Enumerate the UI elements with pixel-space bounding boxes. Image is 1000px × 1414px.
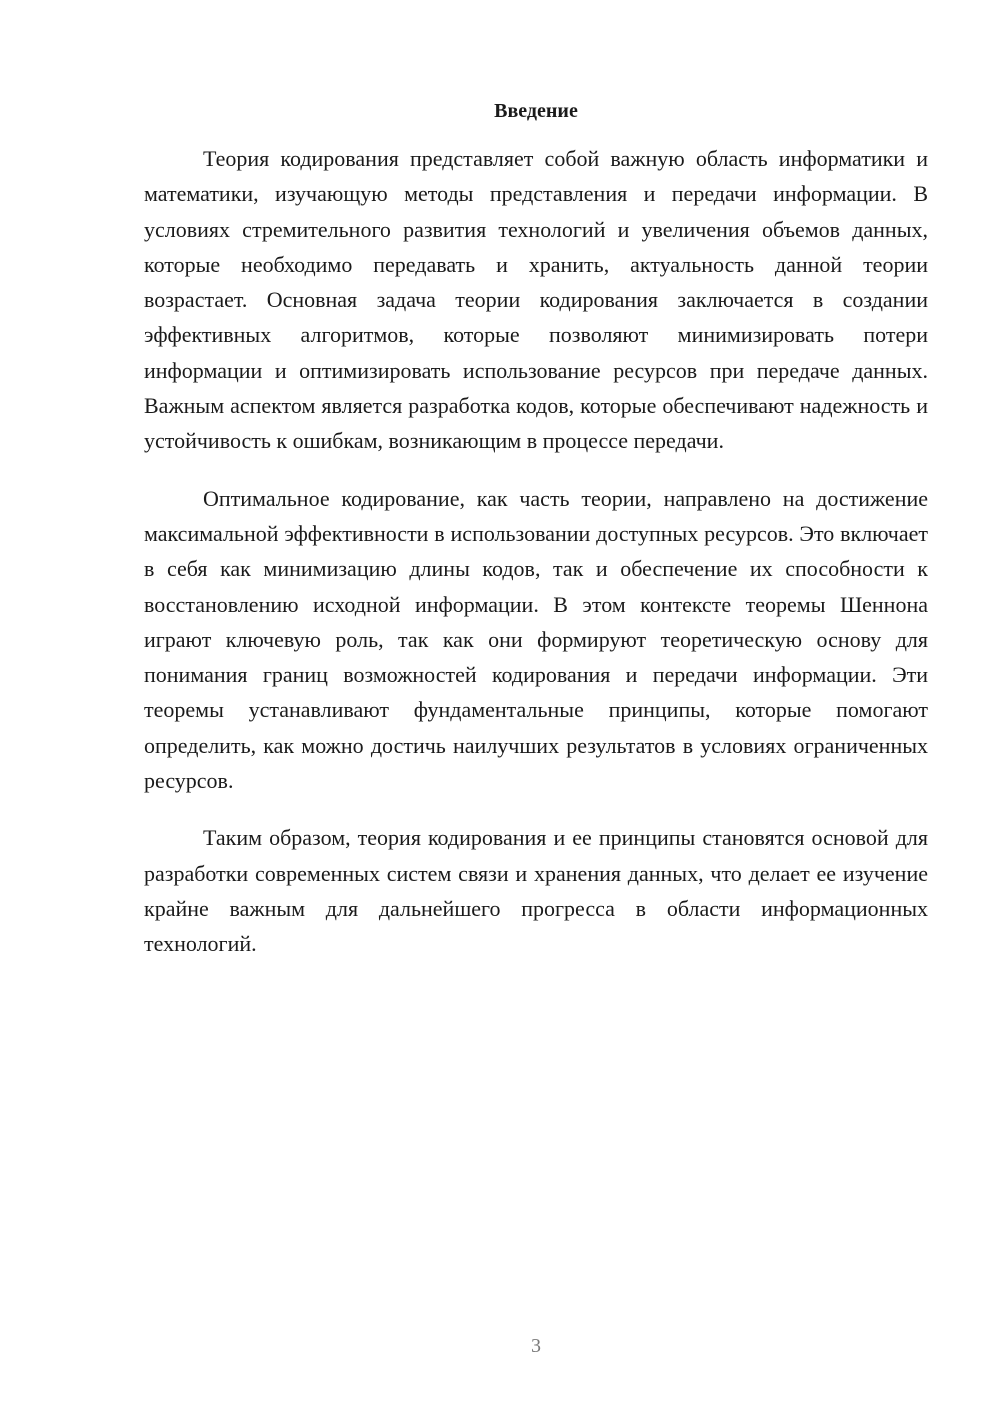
section-title: Введение <box>494 100 578 122</box>
page-number: 3 <box>531 1335 541 1357</box>
body-text <box>144 141 928 984</box>
paragraph-1: Теория кодирования представляет собой важную область информатики и математики, изучающую методы представления и передачи информации. В условиях стремительного развития технологий и увеличения объемов данных, которые необходимо передавать и хранить, актуальность данной теории возрастает. Основная задача теории кодирования заключается в создании эффективных алгоритмов, которые позволяют минимизировать потери информации и оптимизировать использование ресурсов при передаче данных. Важным аспектом является разработка кодов, которые обеспечивают надежность и устойчивость к ошибкам, возникающим в процессе передачи. <box>144 146 928 454</box>
paragraph-2: Оптимальное кодирование, как часть теории, направлено на достижение максимальной эффективности в использовании доступных ресурсов. Это включает в себя как минимизацию длины кодов, так и обеспечение их способности к восстановлению исходной информации. В этом контексте теоремы Шеннона играют ключевую роль, так как они формируют теоретическую основу для понимания границ возможностей кодирования и передачи информации. Эти теоремы устанавливают фундаментальные принципы, которые помогают определить, как можно достичь наилучших результатов в условиях ограниченных ресурсов. <box>144 485 928 794</box>
paragraph-3: Таким образом, теория кодирования и ее принципы становятся основой для разработки современных систем связи и хранения данных, что делает ее изучение крайне важным для дальнейшего прогресса в области информационных технологий. <box>144 825 928 957</box>
